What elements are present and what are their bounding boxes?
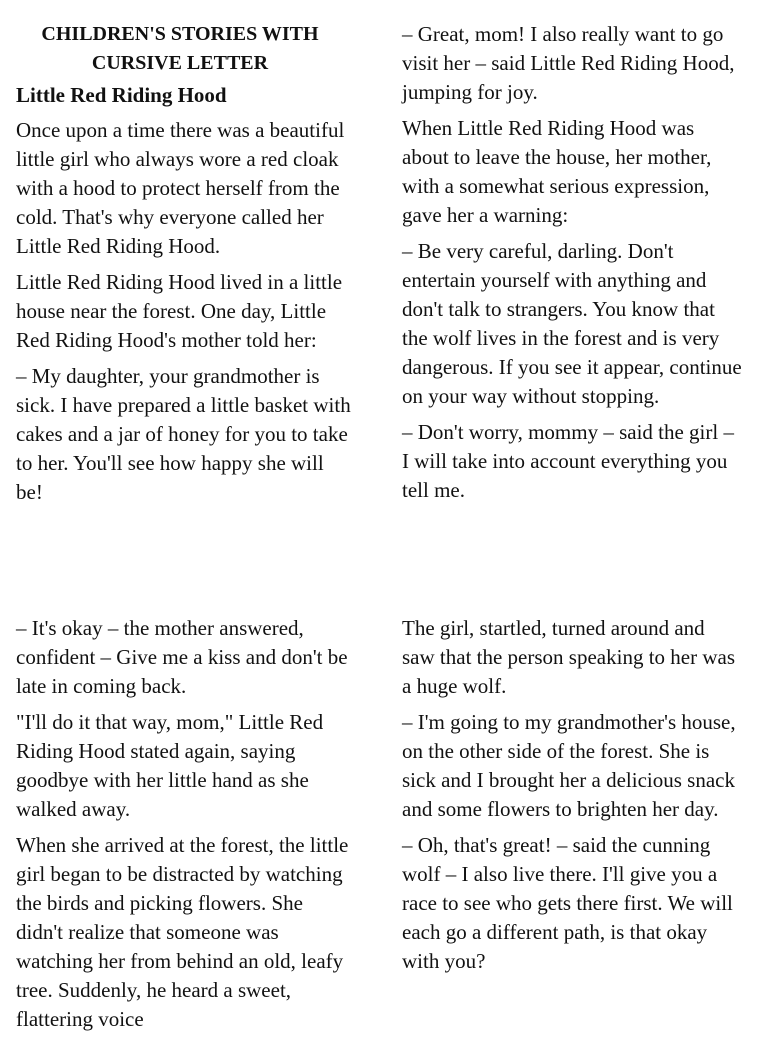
paragraph: "I'll do it that way, mom," Little Red Riding Hood stated again, saying goodbye with her little hand as she walked away. xyxy=(16,710,324,821)
paragraph: The girl, startled, turned around and saw that the person speaking to her was a huge wolf. xyxy=(402,616,735,698)
paragraph: – Don't worry, mommy – said the girl – I will take into account everything you tell me. xyxy=(402,420,734,502)
paragraph: – Be very careful, darling. Don't entertain yourself with anything and don't talk to strangers. You know that the wolf lives in the forest and is very dangerous. If you see it appear, continue on your way without stopping. xyxy=(402,239,742,408)
page-panel-bottom-right xyxy=(402,614,742,983)
paragraph: – My daughter, your grandmother is sick. I have prepared a little basket with cakes and a jar of honey for you to take to her. You'll see how happy she will be! xyxy=(16,364,351,504)
paragraph: – Great, mom! I also really want to go visit her – said Little Red Riding Hood, jumping for joy. xyxy=(402,22,735,104)
story-title: Little Red Riding Hood xyxy=(16,83,227,107)
paragraph: – Oh, that's great! – said the cunning wolf – I also live there. I'll give you a race to see who gets there first. We will each go a different path, is that okay with you? xyxy=(402,833,733,973)
page-panel-bottom-left xyxy=(16,614,352,1041)
paragraph: Once upon a time there was a beautiful little girl who always wore a red cloak with a hood to protect herself from the cold. That's why everyone called her Little Red Riding Hood. xyxy=(16,118,345,258)
page-panel-top-left xyxy=(16,20,352,514)
paragraph: – I'm going to my grandmother's house, on the other side of the forest. She is sick and I brought her a delicious snack and some flowers to brighten her day. xyxy=(402,710,736,821)
document-title: CHILDREN'S STORIES WITH CURSIVE LETTER xyxy=(41,23,319,74)
paragraph: When Little Red Riding Hood was about to leave the house, her mother, with a somewhat serious expression, gave her a warning: xyxy=(402,116,712,227)
page-panel-top-right xyxy=(402,20,742,512)
paragraph: When she arrived at the forest, the little girl began to be distracted by watching the birds and picking flowers. She didn't realize that someone was watching her from behind an old, leafy tree. Suddenly, he heard a sweet, flattering voice xyxy=(16,833,349,1031)
paragraph: Little Red Riding Hood lived in a little house near the forest. One day, Little Red Riding Hood's mother told her: xyxy=(16,270,343,352)
paragraph: – It's okay – the mother answered, confident – Give me a kiss and don't be late in coming back. xyxy=(16,616,348,698)
